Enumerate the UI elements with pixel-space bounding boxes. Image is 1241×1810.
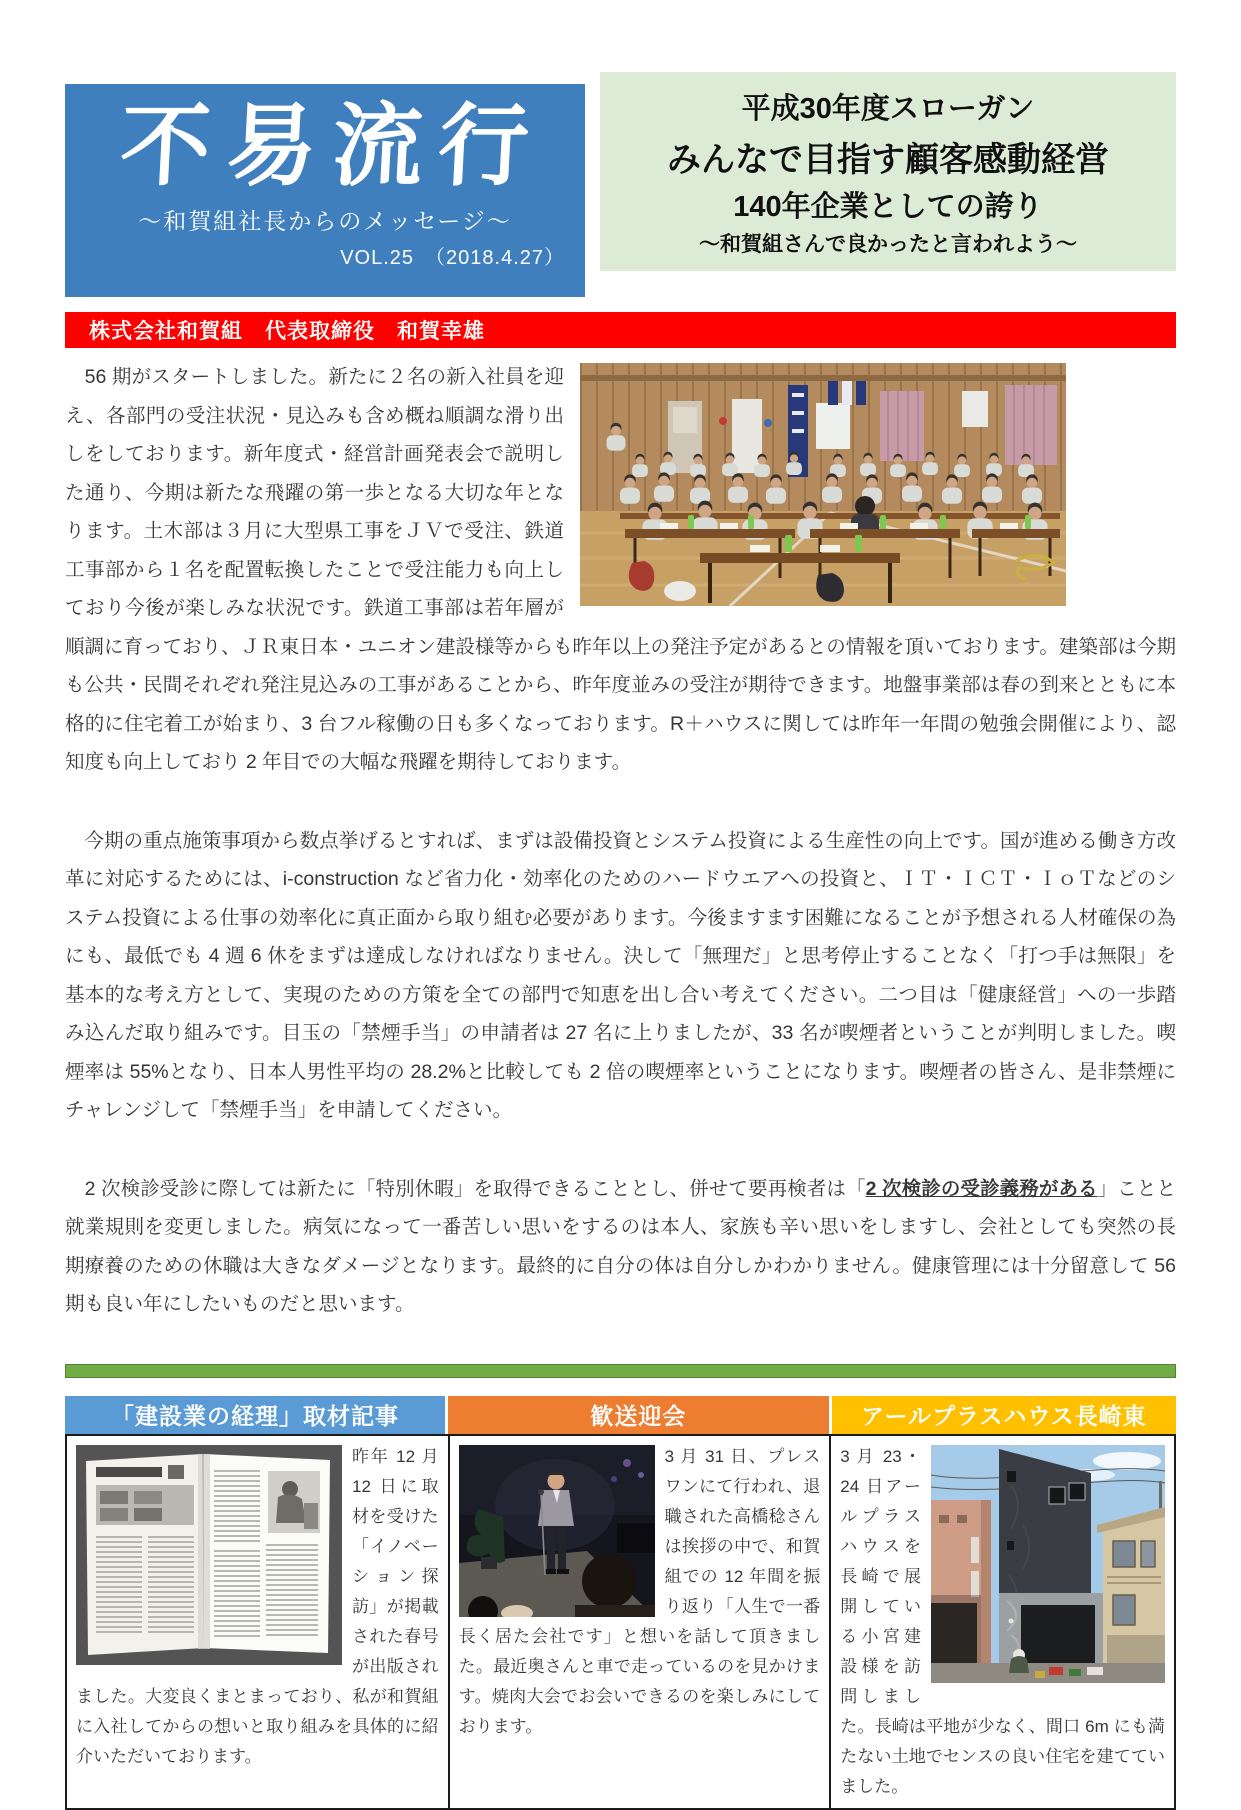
section-cell-rplushouse (829, 1436, 1174, 1808)
meeting-photo (580, 363, 1066, 606)
paragraph-3-emphasis: 2 次検診の受診義務がある (865, 1177, 1098, 1200)
farewell-party-photo-illustration (459, 1445, 655, 1617)
meeting-photo-illustration (580, 363, 1066, 606)
byline-banner (65, 312, 1176, 348)
byline-text: 株式会社和賀組 代表取締役 和賀幸雄 (89, 320, 485, 343)
magazine-photo (76, 1445, 342, 1665)
farewell-party-photo (459, 1445, 655, 1617)
slogan-line-4: ～和賀組さんで良かったと言われよう～ (699, 232, 1077, 256)
section-text-interview: 昨年 12 月 12 日に取材を受けた「イノベーション探訪」が掲載された春号が出版されました。大変良くまとまっており、私が和賀組に入社してからの想いと取り組みを具体的に紹介いただいております。 (76, 1446, 439, 1766)
slogan-line-1: 平成30年度スローガン (741, 92, 1035, 125)
magazine-photo-illustration (76, 1445, 342, 1665)
bottom-section (65, 1396, 1176, 1810)
newsletter-subtitle: ～和賀組社長からのメッセージ～ (138, 208, 512, 235)
section-cell-party (448, 1436, 830, 1808)
section-cell-interview (67, 1436, 448, 1808)
paragraph-2: 今期の重点施策事項から数点挙げるとすれば、まずは設備投資とシステム投資による生産性の向上です。国が進める働き方改革に対応するためには、i-construction など省力化・効率化のためのハードウエアへの投資と、ＩＴ・ＩＣＴ・ＩｏＴなどのシステム投資による仕事の効率化に真正面から取り組む必要があります。今後ますます困難になることが予想される人材確保の為にも、最低でも 4 週 6 休をまずは達成しなければなりません。決して「無理だ」と思考停止することなく「打つ手は無限」を基本的な考え方として、実現のための方策を全ての部門で知恵を出し合い考えてください。二つ目は「健康経営」への一歩踏み込んだ取り組みです。目玉の「禁煙手当」の申請者は 27 名に上りましたが、33 名が喫煙者ということが判明しました。喫煙率は 55%となり、日本人男性平均の 28.2%と比較しても 2 倍の喫煙率ということになります。喫煙者の皆さん、是非禁煙にチャレンジして「禁煙手当」を申請してください。 (65, 829, 1176, 1121)
newsletter-title: 不易流行 (117, 93, 548, 199)
section-text-party: 3 月 31 日、プレスワンにて行われ、退職された高橋稔さんは挨拶の中で、和賀組での 12 年間を振り返り「人生で一番長く居た会社です」と想いを話して頂きました。最近奥さんと車で走っているのを見かけます。焼肉大会でお会いできるのを楽しみにしております。 (458, 1446, 821, 1736)
bottom-section-headers (65, 1396, 1176, 1434)
green-divider (65, 1364, 1176, 1378)
slogan-line-2: みんなで目指す顧客感動経営 (667, 140, 1109, 179)
newsletter-title-box (65, 84, 585, 297)
bottom-section-body (65, 1434, 1176, 1810)
article-body (65, 358, 1176, 1324)
paragraph-3-text-pre: 2 次検診受診に際しては新たに「特別休暇」を取得できることとし、併せて要再検者は「 (65, 1177, 866, 1200)
paragraph-3 (65, 1170, 1176, 1324)
slogan-box (600, 72, 1176, 271)
section-header-rplushouse: アールプラスハウス長崎東 (832, 1396, 1176, 1434)
newsletter-page (65, 0, 1176, 1810)
section-header-party: 歓送迎会 (448, 1396, 829, 1434)
masthead (65, 72, 1176, 297)
section-header-interview: 「建設業の経理」取材記事 (65, 1396, 445, 1434)
section-text-rplushouse: 3 月 23・24 日アールプラスハウスを長崎で展開している小宮建設様を訪問しました。長崎は平地が少なく、間口 6m にも満たない土地でセンスの良い住宅を建てていました。 (840, 1446, 1165, 1796)
newsletter-volume-date: VOL.25 （2018.4.27） (340, 247, 565, 270)
paragraph-1: 56 期がスタートしました。新たに２名の新入社員を迎え、各部門の受注状況・見込みも含め概ね順調な滑り出しをしております。新年度式・経営計画発表会で説明した通り、今期は新たな飛躍の第一歩となる大切な年となります。土木部は３月に大型県工事をＪＶで受注、鉄道工事部から１名を配置転換したことで受注能力も向上しており今後が楽しみな状況です。鉄道工事部は若年層が順調に育っており、ＪＲ東日本・ユニオン建設様等からも昨年以上の発注予定があるとの情報を頂いております。建築部は今期も公共・民間それぞれ発注見込みの工事があることから、昨年度並みの受注が期待できます。地盤事業部は春の到来とともに本格的に住宅着工が始まり、3 台フル稼働の日も多くなっております。R＋ハウスに関しては昨年一年間の勉強会開催により、認知度も向上しており 2 年目での大幅な飛躍を期待しております。 (65, 366, 1176, 773)
house-photo-illustration (931, 1445, 1165, 1683)
slogan-line-3: 140年企業としての誇り (733, 190, 1043, 223)
house-photo (931, 1445, 1165, 1683)
paragraph-3-text-post: 」ことと就業規則を変更しました。病気になって一番苦しい思いをするのは本人、家族も辛い思いをしますし、会社としても突然の長期療養のための休職は大きなダメージとなります。最終的に自分の体は自分しかわかりません。健康管理には十分留意して 56 期も良い年にしたいものだと思います。 (65, 1177, 1176, 1315)
